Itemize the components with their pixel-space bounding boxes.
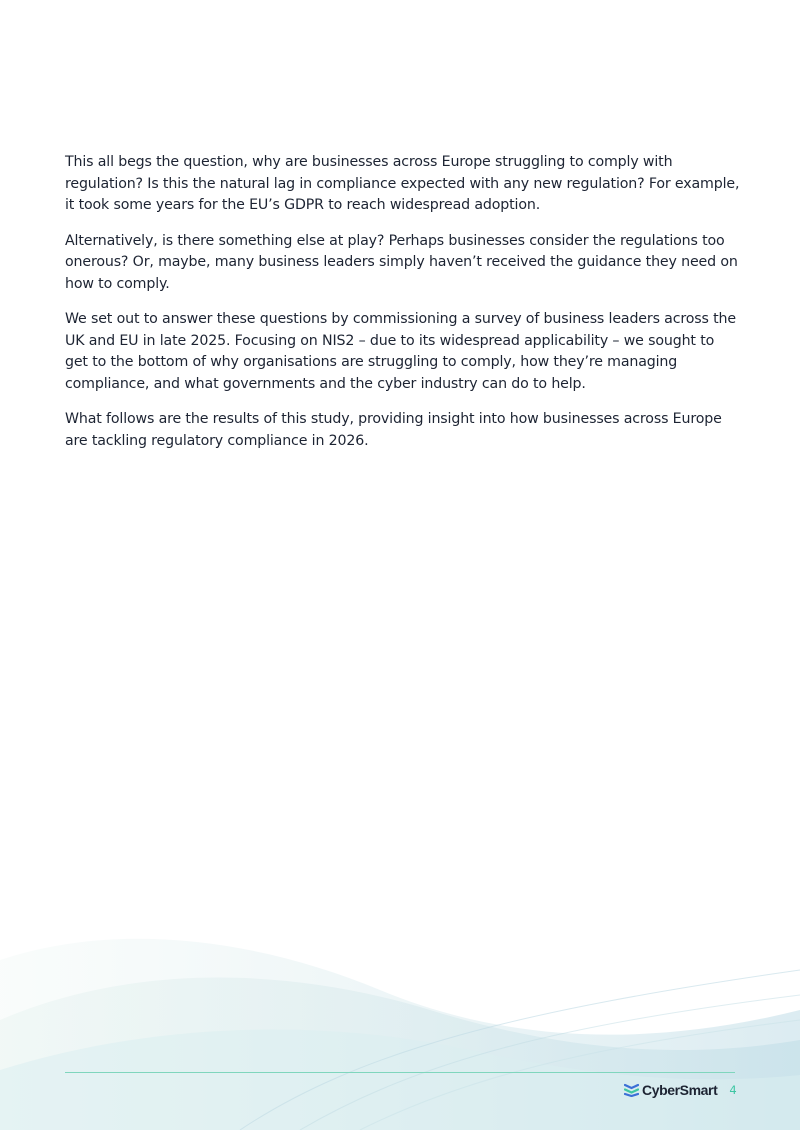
body-text <box>65 152 740 466</box>
page-number: 4 <box>729 1083 737 1097</box>
footer-brand <box>624 1080 737 1100</box>
brand-name: CyberSmart <box>642 1082 718 1098</box>
paragraph: Alternatively, is there something else at play? Perhaps businesses consider the regulations too onerous? Or, maybe, many business leaders simply haven’t received the guidance they need on how to comply. <box>65 232 738 292</box>
paragraph: What follows are the results of this study, providing insight into how businesses across Europe are tackling regulatory compliance in 2026. <box>65 411 722 449</box>
paragraph: This all begs the question, why are businesses across Europe struggling to comply with regulation? Is this the natural lag in compliance expected with any new regulation? For example, it took some years for the EU’s GDPR to reach widespread adoption. <box>65 154 740 213</box>
footer-divider <box>65 1072 735 1073</box>
cybersmart-logo-icon <box>624 1083 639 1097</box>
paragraph: We set out to answer these questions by commissioning a survey of business leaders across the UK and EU in late 2025. Focusing on NIS2 – due to its widespread applicability – we sought to get to the bottom of why organisations are struggling to comply, how they’re managing compliance, and what governments and the cyber industry can do to help. <box>65 311 736 392</box>
